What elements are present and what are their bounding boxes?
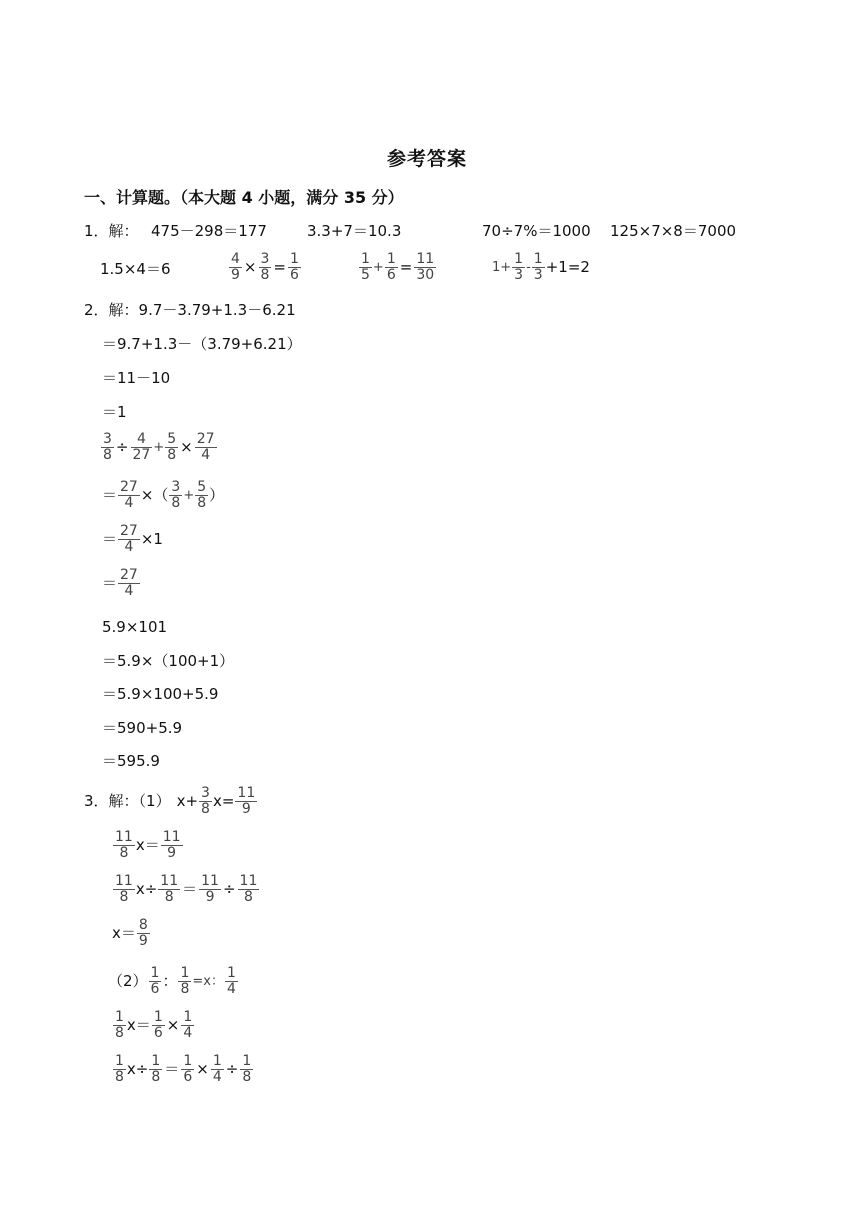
q2-step: ＝ $\frac{27}{4}$ ×1 — [102, 523, 163, 555]
q1-answer-g: $\frac{1}{5}$ + $\frac{1}{6}$ = $\frac{11}{30}$ — [361, 251, 435, 283]
q2-step: ＝11－10 — [102, 369, 171, 387]
q3-step: $\frac{11}{8}$ x＝ $\frac{11}{9}$ — [115, 829, 181, 861]
fraction: $\frac{1}{8}$ — [180, 965, 190, 997]
fraction: $\frac{1}{8}$ — [115, 1053, 124, 1085]
q1-answer-e: 1.5×4＝6 — [100, 260, 171, 278]
q2-step: 5.9×101 — [102, 618, 168, 636]
q1-answer-c: 70÷7%＝1000 — [482, 222, 591, 240]
fraction: $\frac{11}{30}$ — [416, 251, 435, 283]
q2-label: 2．解：9.7－3.79+1.3－6.21 — [84, 301, 296, 319]
q2-step: ＝595.9 — [102, 752, 160, 770]
q3-label: 3．解：（1） — [84, 792, 171, 810]
fraction: $\frac{4}{27}$ — [132, 431, 151, 463]
q3-line: 3．解：（1） x+ $\frac{3}{8}$ x= $\frac{11}{9}$ — [84, 785, 256, 817]
q2-step: ＝ $\frac{27}{4}$ — [102, 567, 138, 599]
fraction: $\frac{1}{6}$ — [290, 251, 299, 283]
fraction: $\frac{1}{4}$ — [212, 1053, 222, 1085]
q3-step: x＝ $\frac{8}{9}$ — [112, 917, 148, 949]
fraction: $\frac{11}{9}$ — [201, 873, 219, 905]
section-heading: 一、计算题。（本大题 4 小题，满分 35 分） — [84, 188, 404, 207]
fraction: $\frac{27}{4}$ — [196, 431, 215, 463]
q2-step: ＝9.7+1.3－（3.79+6.21） — [102, 335, 302, 353]
q1-answer-f: $\frac{4}{9}$ × $\frac{3}{8}$ = $\frac{1}{6}$ — [231, 251, 299, 283]
q3-step: $\frac{11}{8}$ x÷ $\frac{11}{8}$ ＝ $\frac{11}{9}$ ÷ $\frac{11}{8}$ — [115, 873, 258, 905]
fraction: $\frac{11}{8}$ — [115, 829, 133, 861]
q2-step: ＝1 — [102, 403, 127, 421]
fraction: $\frac{4}{9}$ — [231, 251, 240, 283]
fraction: $\frac{3}{8}$ — [171, 479, 181, 511]
fraction: $\frac{3}{8}$ — [201, 785, 210, 817]
fraction: $\frac{11}{8}$ — [115, 873, 133, 905]
fraction: $\frac{1}{8}$ — [242, 1053, 252, 1085]
fraction: $\frac{1}{5}$ — [361, 251, 370, 283]
q3-step: $\frac{1}{8}$ x÷ $\frac{1}{8}$ ＝ $\frac{1}{6}$ × $\frac{1}{4}$ ÷ $\frac{1}{8}$ — [115, 1053, 252, 1085]
fraction: $\frac{1}{8}$ — [151, 1053, 161, 1085]
fraction: $\frac{11}{9}$ — [162, 829, 181, 861]
fraction: $\frac{27}{4}$ — [120, 567, 138, 599]
fraction: $\frac{5}{8}$ — [197, 479, 207, 511]
q2-fraction-expression: $\frac{3}{8}$ ÷ $\frac{4}{27}$ + $\frac{5}{8}$ × $\frac{27}{4}$ — [103, 431, 215, 463]
fraction: $\frac{1}{4}$ — [227, 965, 236, 997]
fraction: $\frac{1}{4}$ — [183, 1009, 193, 1041]
fraction: $\frac{1}{6}$ — [183, 1053, 193, 1085]
page-title: 参考答案 — [387, 148, 468, 170]
q2-step: ＝5.9×100+5.9 — [102, 685, 219, 703]
fraction: $\frac{1}{6}$ — [153, 1009, 163, 1041]
fraction: $\frac{11}{8}$ — [239, 873, 258, 905]
fraction: $\frac{27}{4}$ — [120, 523, 138, 555]
q3-step: $\frac{1}{8}$ x＝ $\frac{1}{6}$ × $\frac{1}{4}$ — [115, 1009, 193, 1041]
q1-answer-h: 1+ $\frac{1}{3}$ - $\frac{1}{3}$ +1=2 — [492, 251, 590, 283]
fraction: $\frac{11}{9}$ — [237, 785, 256, 817]
fraction: $\frac{1}{3}$ — [533, 251, 543, 283]
q2-step: ＝590+5.9 — [102, 719, 183, 737]
q2-step: ＝ $\frac{27}{4}$ ×（ $\frac{3}{8}$ + $\frac{5}{8}$ ） — [102, 479, 225, 511]
fraction: $\frac{5}{8}$ — [167, 431, 177, 463]
fraction: $\frac{3}{8}$ — [260, 251, 270, 283]
fraction: $\frac{3}{8}$ — [103, 431, 112, 463]
fraction: $\frac{1}{6}$ — [386, 251, 396, 283]
q1-answer-d: 125×7×8＝7000 — [610, 222, 737, 240]
fraction: $\frac{1}{6}$ — [150, 965, 160, 997]
q2-step: ＝5.9×（100+1） — [102, 652, 235, 670]
q1-answer-a: 475－298＝177 — [151, 222, 267, 240]
q1-answer-b: 3.3+7＝10.3 — [307, 222, 402, 240]
fraction: $\frac{11}{8}$ — [160, 873, 179, 905]
fraction: $\frac{8}{9}$ — [138, 917, 148, 949]
fraction: $\frac{27}{4}$ — [120, 479, 138, 511]
q1-label: 1．解： — [84, 222, 139, 240]
fraction: $\frac{1}{8}$ — [115, 1009, 124, 1041]
q3-part2: （2） $\frac{1}{6}$ ： $\frac{1}{8}$ =x： $\frac{1}{4}$ — [108, 965, 236, 997]
fraction: $\frac{1}{3}$ — [514, 251, 524, 283]
